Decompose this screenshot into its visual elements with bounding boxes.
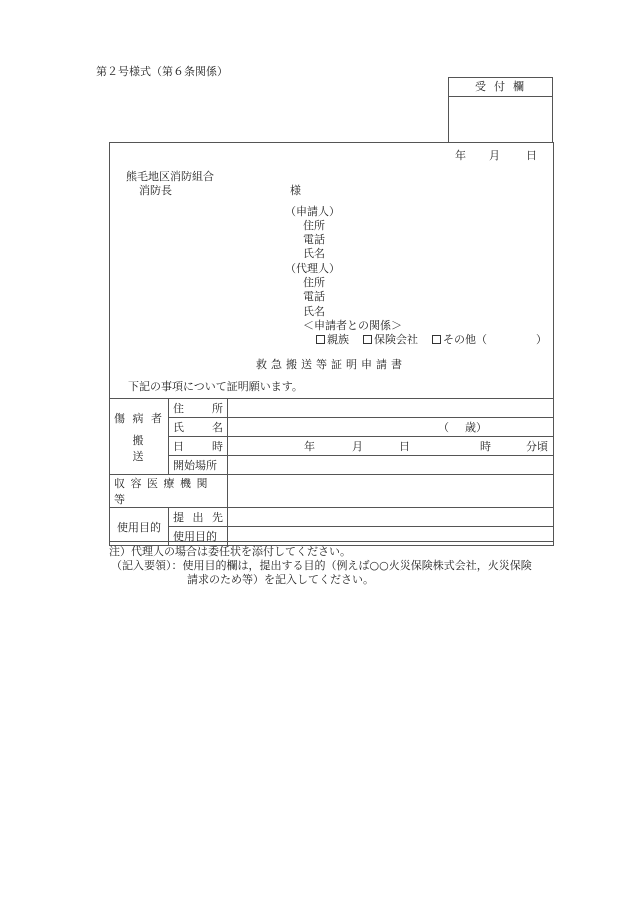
relation-other-close: ） <box>536 333 547 346</box>
label-submit-to: 提 出 先 <box>169 508 228 527</box>
applicant-heading: （申請人） <box>285 205 340 218</box>
agent-name-label: 氏名 <box>303 305 325 318</box>
agent-address-label: 住所 <box>303 276 325 289</box>
dt-day: 日 <box>399 440 410 453</box>
dt-minute: 分頃 <box>526 440 548 453</box>
relation-option-insurance[interactable]: 保険会社 <box>363 334 418 345</box>
applicant-address-label: 住所 <box>303 219 325 232</box>
label-start-place: 開始場所 <box>169 456 228 475</box>
group-purpose-label: 使用目的 <box>110 508 169 546</box>
hospital-field[interactable] <box>228 475 554 508</box>
submit-to-field[interactable] <box>228 508 554 527</box>
label-address: 住 所 <box>169 399 228 418</box>
group-patient-label: 傷 病 者 <box>114 411 164 425</box>
note-instructions-line1: （記入要領）：使用目的欄は，提出する目的（例えば○○火災保険株式会社，火災保険 <box>111 559 532 572</box>
start-place-field[interactable] <box>228 456 554 475</box>
date-year: 年 <box>455 149 466 162</box>
agent-phone-label: 電話 <box>303 290 325 303</box>
date-day: 日 <box>526 149 537 162</box>
relation-option-family[interactable]: 親族 <box>316 334 349 345</box>
note-proxy: 注）代理人の場合は委任状を添付してください。 <box>109 545 351 558</box>
dt-year: 年 <box>304 440 315 453</box>
detail-table <box>109 398 554 546</box>
patient-address-field[interactable] <box>228 399 554 418</box>
addressee-honorific: 様 <box>290 184 301 197</box>
date-month: 月 <box>489 149 500 162</box>
dt-month: 月 <box>352 440 363 453</box>
group-patient-transport <box>110 399 172 475</box>
checkbox-icon[interactable] <box>432 335 441 344</box>
label-name: 氏 名 <box>169 418 228 437</box>
label-hospital: 収 容 医 療 機 関 等 <box>110 475 228 508</box>
transport-datetime-field[interactable] <box>228 437 554 456</box>
table-row <box>110 437 554 456</box>
reception-box-title: 受付欄 <box>449 78 552 97</box>
agent-relation-heading: ＜申請者との関係＞ <box>303 319 402 332</box>
addressee-organization: 熊毛地区消防組合 <box>126 170 214 183</box>
table-row <box>110 508 554 527</box>
dt-hour: 時 <box>480 440 491 453</box>
table-row <box>110 418 554 437</box>
label-purpose: 使用目的 <box>169 527 228 546</box>
applicant-phone-label: 電話 <box>303 233 325 246</box>
form-number: 第２号様式（第６条関係） <box>96 65 228 78</box>
applicant-name-label: 氏名 <box>303 247 325 260</box>
purpose-field[interactable] <box>228 527 554 546</box>
checkbox-icon[interactable] <box>316 335 325 344</box>
table-row <box>110 456 554 475</box>
reception-box <box>448 77 553 142</box>
checkbox-icon[interactable] <box>363 335 372 344</box>
age-label: 歳） <box>465 421 487 434</box>
intro-text: 下記の事項について証明願います。 <box>128 380 303 393</box>
table-row <box>110 399 554 418</box>
label-datetime: 日 時 <box>169 437 228 456</box>
age-open: （ <box>438 421 449 434</box>
group-transport-label: 搬 送 <box>132 433 172 463</box>
agent-heading: （代理人） <box>285 262 340 275</box>
table-row <box>110 475 554 508</box>
note-instructions-line2: 請求のため等）を記入してください。 <box>187 573 374 586</box>
addressee-title: 消防長 <box>139 184 172 197</box>
document-title: 救急搬送等証明申請書 <box>256 358 406 371</box>
patient-name-field[interactable] <box>228 418 554 437</box>
table-row <box>110 527 554 546</box>
relation-option-other[interactable]: その他（ <box>432 334 487 345</box>
